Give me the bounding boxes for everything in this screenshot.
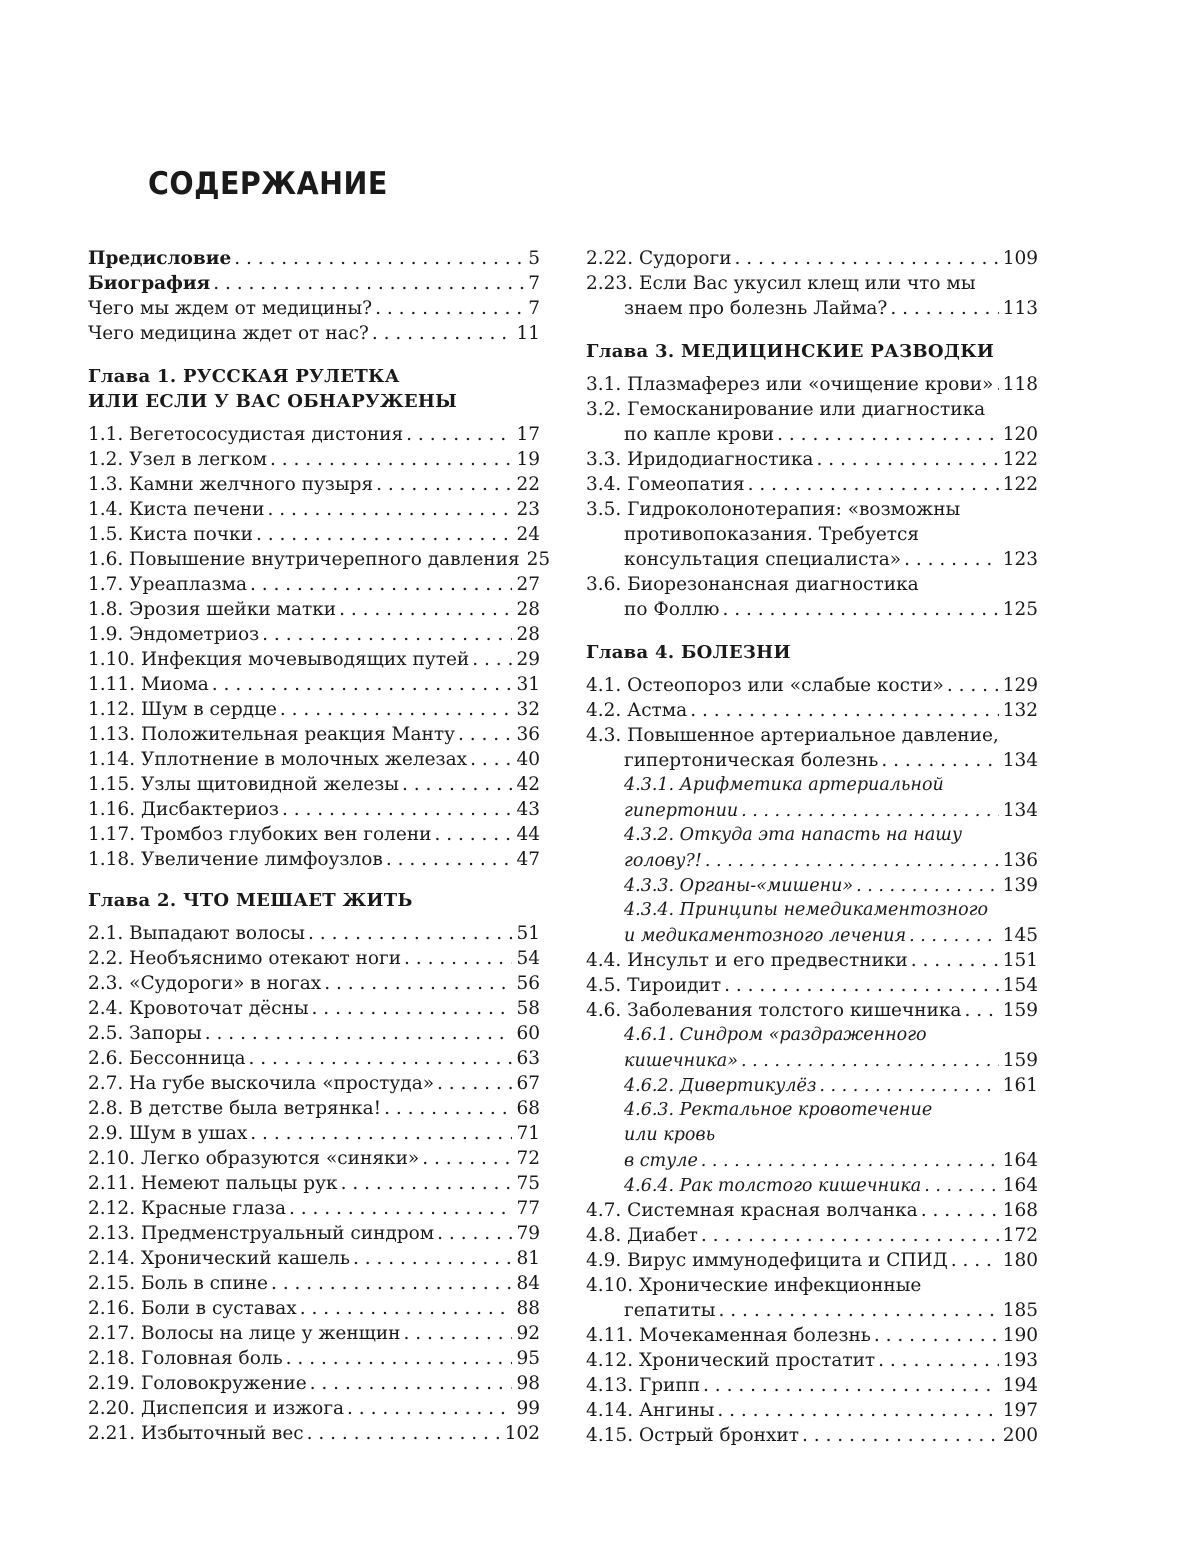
toc-entry[interactable]: знаем про болезнь Лайма? . . . 113 [586, 296, 1038, 321]
toc-entry[interactable] [88, 1371, 540, 1396]
toc-entry[interactable] [88, 547, 551, 572]
toc-entry-page: 25 [526, 549, 551, 570]
toc-entry-label: 2.13. Предменструальный синдром [88, 1223, 435, 1244]
chapter-4-heading: Глава 4. БОЛЕЗНИ [586, 642, 791, 663]
toc-entry[interactable] [88, 847, 540, 872]
toc-entry-label: 1.13. Положительная реакция Манту [88, 724, 455, 745]
toc-entry-page: 51 [516, 923, 540, 944]
toc-entry[interactable] [88, 271, 540, 296]
toc-entry-page: 58 [516, 998, 540, 1019]
toc-entry[interactable] [88, 497, 540, 522]
toc-entry[interactable] [88, 622, 540, 647]
toc-entry-page: 19 [516, 449, 540, 470]
toc-entry-page: 36 [516, 724, 540, 745]
toc-entry-label: 1.15. Узлы щитовидной железы [88, 774, 399, 795]
toc-entry-page: 22 [516, 474, 540, 495]
toc-entry[interactable] [88, 1321, 540, 1346]
toc-right-column [586, 246, 1038, 1448]
toc-subentry[interactable]: 4.3.3. Органы-«мишени» . . . 139 [586, 873, 1038, 898]
toc-entry[interactable]: консультация специалиста» . . . 123 [586, 547, 1038, 572]
toc-entry-page: 63 [516, 1048, 540, 1069]
toc-entry[interactable]: 4.7. Системная красная волчанка . . . 168 [586, 1198, 1038, 1223]
toc-entry-label: 1.17. Тромбоз глубоких вен голени [88, 824, 432, 845]
toc-intro-section [88, 246, 540, 346]
toc-entry[interactable]: 4.5. Тироидит . . . 154 [586, 973, 1038, 998]
toc-entry[interactable]: гипертоническая болезнь . . . 134 [586, 748, 1038, 773]
toc-entry-label: 1.9. Эндометриоз [88, 624, 260, 645]
toc-entry-line[interactable]: 3.6. Биорезонансная диагностика [586, 574, 919, 595]
toc-entry[interactable]: 4.12. Хронический простатит . . . 193 [586, 1348, 1038, 1373]
toc-entry-label: 2.20. Диспепсия и изжога [88, 1398, 345, 1419]
toc-entry-page: 67 [516, 1073, 540, 1094]
toc-entry[interactable] [88, 1021, 540, 1046]
toc-subentry-line[interactable]: или кровь [624, 1125, 716, 1145]
toc-entry-page: 44 [516, 824, 540, 845]
toc-entry[interactable] [88, 472, 540, 497]
toc-entry-label: 2.1. Выпадают волосы [88, 923, 306, 944]
toc-entry[interactable] [88, 447, 540, 472]
toc-entry-page: 99 [516, 1398, 540, 1419]
toc-entry-label: 2.19. Головокружение [88, 1373, 307, 1394]
toc-entry[interactable]: 4.15. Острый бронхит . . . 200 [586, 1423, 1038, 1448]
toc-subentry[interactable]: 4.6.4. Рак толстого кишечника . . . 164 [586, 1173, 1038, 1198]
toc-entry[interactable]: 2.22. Судороги . . . 109 [586, 246, 1038, 271]
toc-entry-label: Чего медицина ждет от нас? [88, 323, 369, 344]
toc-entry[interactable] [88, 697, 540, 722]
toc-entry-line[interactable]: 4.3. Повышенное артериальное давление, [586, 725, 999, 746]
toc-entry[interactable] [88, 971, 540, 996]
toc-entry-page: 68 [516, 1098, 540, 1119]
toc-subentry-line[interactable]: 4.6.3. Ректальное кровотечение [624, 1100, 933, 1120]
toc-entry-label: 2.16. Боли в суставах [88, 1298, 297, 1319]
toc-entry-page: 79 [516, 1223, 540, 1244]
toc-entry[interactable] [88, 772, 540, 797]
toc-entry[interactable] [88, 1121, 540, 1146]
toc-subentry[interactable]: и медикаментозного лечения . . . 145 [586, 923, 1038, 948]
toc-entry-label: 2.18. Головная боль [88, 1348, 283, 1369]
toc-entry[interactable]: 4.6. Заболевания толстого кишечника . . . 159 [586, 998, 1038, 1023]
toc-subentry-line[interactable]: 4.3.2. Откуда эта напасть на нашу [624, 825, 963, 845]
toc-entry-page: 11 [516, 323, 540, 344]
toc-entry[interactable]: 3.4. Гомеопатия . . . 122 [586, 472, 1038, 497]
toc-entry[interactable] [88, 1271, 540, 1296]
toc-entry-label: 2.8. В детстве была ветрянка! [88, 1098, 382, 1119]
toc-entry-page: 28 [516, 624, 540, 645]
toc-entry[interactable]: 3.1. Плазмаферез или «очищение крови» . . . 118 [586, 372, 1038, 397]
toc-entry-label: 2.14. Хронический кашель [88, 1248, 350, 1269]
toc-subentry-line[interactable]: 4.3.4. Принципы немедикаментозного [624, 900, 988, 920]
toc-entry[interactable] [88, 1246, 540, 1271]
toc-entry-label: 1.7. Уреаплазма [88, 574, 247, 595]
toc-entry[interactable] [88, 1396, 540, 1421]
toc-entry[interactable]: гепатиты . . . 185 [586, 1298, 1038, 1323]
toc-entry-page: 71 [516, 1123, 540, 1144]
chapter-3-heading: Глава 3. МЕДИЦИНСКИЕ РАЗВОДКИ [586, 341, 995, 362]
toc-entry[interactable] [88, 522, 540, 547]
toc-entry-label: 2.12. Красные глаза [88, 1198, 286, 1219]
toc-entry[interactable] [88, 1421, 540, 1446]
toc-entry[interactable] [88, 722, 540, 747]
toc-entry[interactable] [88, 1346, 540, 1371]
toc-entry[interactable]: 3.3. Иридодиагностика . . . 122 [586, 447, 1038, 472]
toc-left-column [88, 246, 551, 1446]
toc-entry-page: 92 [516, 1323, 540, 1344]
toc-entry-page: 7 [528, 273, 540, 294]
toc-entry[interactable] [88, 1296, 540, 1321]
toc-entry[interactable] [88, 1046, 540, 1071]
toc-entry[interactable]: по Фоллю . . . 125 [586, 597, 1038, 622]
toc-entry[interactable] [88, 246, 540, 271]
toc-entry-label: 1.5. Киста почки [88, 524, 253, 545]
toc-entry-label: 2.5. Запоры [88, 1023, 202, 1044]
toc-entry-label: 2.7. На губе выскочила «простуда» [88, 1073, 435, 1094]
toc-entry-page: 31 [516, 674, 540, 695]
toc-entry[interactable] [88, 1171, 540, 1196]
toc-entry-label: Биография [88, 273, 211, 294]
toc-entry-page: 75 [516, 1173, 540, 1194]
toc-subentry[interactable]: в стуле . . . 164 [586, 1148, 1038, 1173]
toc-entry-label: 1.16. Дисбактериоз [88, 799, 279, 820]
toc-entry[interactable]: 4.4. Инсульт и его предвестники . . . 151 [586, 948, 1038, 973]
toc-subentry[interactable]: кишечника» . . . 159 [586, 1048, 1038, 1073]
chapter-1-list [88, 422, 551, 872]
toc-entry[interactable] [88, 1146, 540, 1171]
toc-entry-label: 2.4. Кровоточат дёсны [88, 998, 309, 1019]
toc-entry-page: 24 [516, 524, 540, 545]
toc-entry-page: 40 [516, 749, 540, 770]
toc-entry-page: 54 [516, 948, 540, 969]
toc-entry-page: 43 [516, 799, 540, 820]
toc-entry[interactable] [88, 822, 540, 847]
toc-entry-label: 2.9. Шум в ушах [88, 1123, 248, 1144]
toc-entry-line[interactable]: 4.10. Хронические инфекционные [586, 1275, 922, 1296]
toc-entry-label: 2.21. Избыточный вес [88, 1423, 304, 1444]
page-title: СОДЕРЖАНИЕ [148, 166, 388, 202]
toc-entry-label: Чего мы ждем от медицины? [88, 298, 373, 319]
toc-entry-page: 32 [516, 699, 540, 720]
toc-entry-page: 28 [516, 599, 540, 620]
toc-entry-label: 1.6. Повышение внутричерепного давления [88, 549, 520, 570]
toc-subentry[interactable]: гипертонии . . . 134 [586, 798, 1038, 823]
toc-entry[interactable]: 4.1. Остеопороз или «слабые кости» . . . 129 [586, 673, 1038, 698]
toc-entry-page: 5 [528, 248, 540, 269]
toc-subentry-line[interactable]: 4.3.1. Арифметика артериальной [624, 775, 944, 795]
toc-entry[interactable] [88, 321, 540, 346]
toc-entry[interactable]: по капле крови . . . 120 [586, 422, 1038, 447]
toc-entry-page: 29 [516, 649, 540, 670]
toc-entry[interactable]: 4.14. Ангины . . . 197 [586, 1398, 1038, 1423]
toc-entry[interactable] [88, 1196, 540, 1221]
toc-entry[interactable] [88, 996, 540, 1021]
chapter-2-heading: Глава 2. ЧТО МЕШАЕТ ЖИТЬ [88, 890, 413, 911]
toc-entry[interactable] [88, 597, 540, 622]
toc-entry[interactable] [88, 1096, 540, 1121]
toc-entry-label: 2.6. Бессонница [88, 1048, 246, 1069]
toc-entry-page: 27 [516, 574, 540, 595]
toc-entry[interactable]: 4.9. Вирус иммунодефицита и СПИД . . . 180 [586, 1248, 1038, 1273]
toc-entry[interactable] [88, 1071, 540, 1096]
toc-entry[interactable]: 4.13. Грипп . . . 194 [586, 1373, 1038, 1398]
toc-entry-label: 1.3. Камни желчного пузыря [88, 474, 374, 495]
toc-entry-label: 2.11. Немеют пальцы рук [88, 1173, 338, 1194]
toc-entry-page: 88 [516, 1298, 540, 1319]
toc-entry-page: 60 [516, 1023, 540, 1044]
toc-entry[interactable] [88, 1221, 540, 1246]
toc-entry-label: 1.18. Увеличение лимфоузлов [88, 849, 383, 870]
toc-entry-label: Предисловие [88, 248, 232, 269]
toc-entry[interactable]: 4.2. Астма . . . 132 [586, 698, 1038, 723]
toc-entry-page: 7 [528, 298, 540, 319]
toc-entry-line[interactable]: 2.23. Если Вас укусил клещ или что мы [586, 273, 976, 294]
toc-entry-label: 1.10. Инфекция мочевыводящих путей [88, 649, 470, 670]
toc-entry-page: 42 [516, 774, 540, 795]
toc-entry-page: 23 [516, 499, 540, 520]
toc-entry-label: 1.11. Миома [88, 674, 209, 695]
toc-entry-label: 1.2. Узел в легком [88, 449, 268, 470]
toc-entry[interactable]: 4.11. Мочекаменная болезнь . . . 190 [586, 1323, 1038, 1348]
toc-entry-label: 2.15. Боль в спине [88, 1273, 268, 1294]
toc-entry-line[interactable]: 3.5. Гидроколонотерапия: «возможны [586, 499, 961, 520]
toc-subentry[interactable]: голову?! . . . 136 [586, 848, 1038, 873]
toc-entry-label: 2.3. «Судороги» в ногах [88, 973, 322, 994]
toc-entry-label: 2.10. Легко образуются «синяки» [88, 1148, 420, 1169]
toc-entry[interactable] [88, 422, 540, 447]
toc-entry-page: 102 [504, 1423, 540, 1444]
toc-entry-label: 1.8. Эрозия шейки матки [88, 599, 337, 620]
toc-entry-page: 81 [516, 1248, 540, 1269]
toc-entry-line[interactable]: противопоказания. Требуется [624, 524, 920, 545]
chapter-1-heading: Глава 1. РУССКАЯ РУЛЕТКА ИЛИ ЕСЛИ У ВАС ОБНАРУЖЕНЫ [88, 366, 458, 412]
toc-entry-page: 47 [516, 849, 540, 870]
toc-entry[interactable] [88, 296, 540, 321]
toc-entry-page: 98 [516, 1373, 540, 1394]
toc-entry-page: 84 [516, 1273, 540, 1294]
toc-entry-line[interactable]: 3.2. Гемосканирование или диагностика [586, 399, 986, 420]
toc-entry[interactable] [88, 572, 540, 597]
toc-entry-page: 17 [516, 424, 540, 445]
toc-entry[interactable] [88, 747, 540, 772]
toc-entry[interactable] [88, 797, 540, 822]
toc-entry-label: 2.2. Необъяснимо отекают ноги [88, 948, 402, 969]
toc-entry-page: 95 [516, 1348, 540, 1369]
toc-entry-page: 72 [516, 1148, 540, 1169]
toc-entry-page: 56 [516, 973, 540, 994]
toc-entry[interactable] [88, 647, 540, 672]
toc-entry[interactable] [88, 946, 540, 971]
toc-subentry[interactable]: 4.6.2. Дивертикулёз . . . 161 [586, 1073, 1038, 1098]
toc-entry[interactable] [88, 921, 540, 946]
chapter-2-list [88, 921, 540, 1446]
toc-entry-label: 1.12. Шум в сердце [88, 699, 277, 720]
toc-entry[interactable]: 4.8. Диабет . . . 172 [586, 1223, 1038, 1248]
toc-subentry-line[interactable]: 4.6.1. Синдром «раздраженного [624, 1025, 927, 1045]
toc-entry-label: 2.17. Волосы на лице у женщин [88, 1323, 401, 1344]
toc-entry-page: 77 [516, 1198, 540, 1219]
toc-entry[interactable] [88, 672, 540, 697]
toc-entry-label: 1.14. Уплотнение в молочных железах [88, 749, 468, 770]
toc-entry-label: 1.4. Киста печени [88, 499, 265, 520]
toc-entry-label: 1.1. Вегетососудистая дистония [88, 424, 404, 445]
